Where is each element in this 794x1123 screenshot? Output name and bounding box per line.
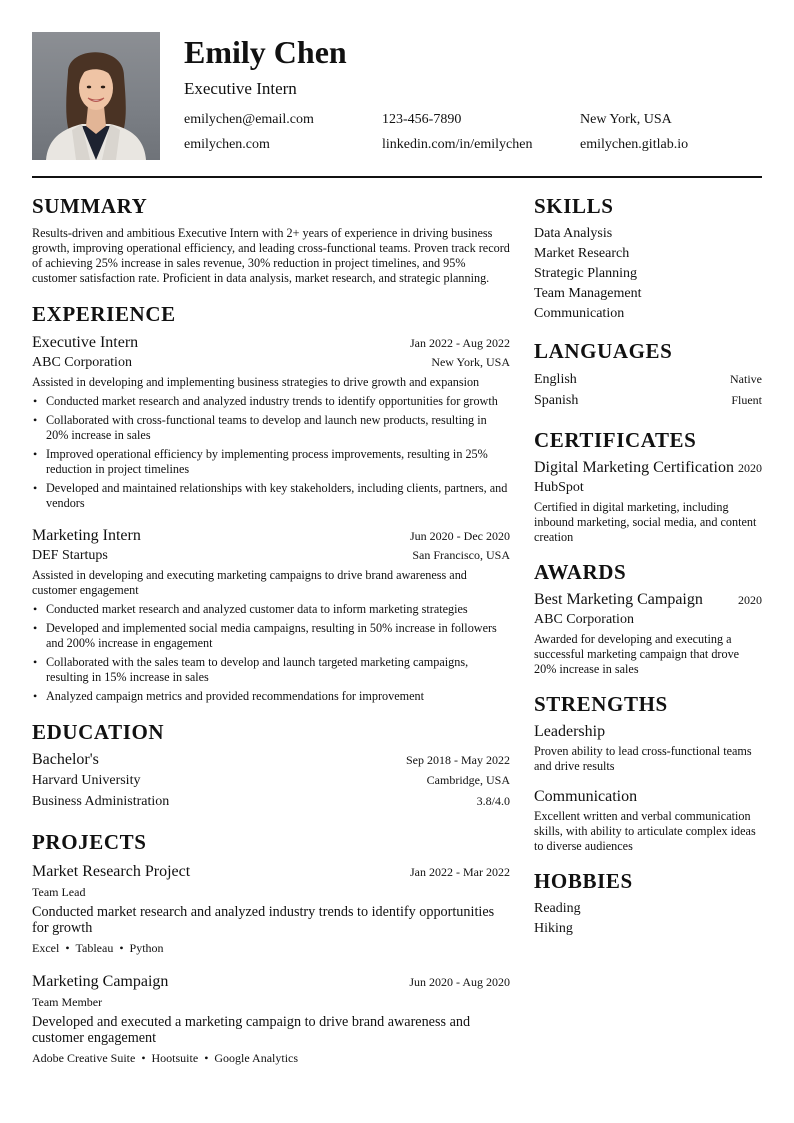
candidate-name: Emily Chen: [184, 34, 347, 70]
hobbies-list: [534, 899, 762, 939]
project-name: Marketing Campaign: [32, 973, 169, 990]
resume-header: [32, 32, 762, 160]
language-name: Spanish: [534, 393, 579, 408]
languages-title: LANGUAGES: [534, 339, 673, 363]
certificate-name: Digital Marketing Certification: [534, 459, 734, 476]
summary-title: SUMMARY: [32, 194, 148, 218]
project-tool: Google Analytics: [214, 1051, 299, 1065]
project-tool: Tableau: [75, 941, 114, 955]
project-tools: Adobe Creative Suite • Hootsuite • Google Analytics: [32, 1051, 299, 1065]
certificate-description: Certified in digital marketing, including inbound marketing, social media, and content creation: [534, 500, 757, 544]
skill-item: Data Analysis: [534, 226, 613, 241]
job-position: Executive Intern: [32, 334, 139, 351]
project-role: Team Lead: [32, 885, 86, 899]
languages-section: [534, 339, 762, 411]
strength-entry: [534, 787, 762, 854]
education-gpa: 3.8/4.0: [476, 794, 510, 808]
summary-section: [32, 194, 510, 286]
job-bullets: [32, 394, 510, 511]
skill-item: Market Research: [534, 246, 630, 261]
job-company: DEF Startups: [32, 548, 108, 563]
certificate-issuer: HubSpot: [534, 480, 584, 495]
projects-section: [32, 830, 510, 1066]
job-description: Assisted in developing and implementing business strategies to drive growth and expansion: [32, 375, 480, 389]
job-dates: Jun 2020 - Dec 2020: [410, 529, 510, 543]
certificate-entry: [534, 458, 762, 545]
strength-name: Communication: [534, 788, 638, 805]
contact-grid: [184, 110, 762, 154]
job-location: New York, USA: [431, 355, 510, 369]
strength-description: Proven ability to lead cross-functional teams and drive results: [534, 744, 752, 773]
awards-title: AWARDS: [534, 560, 627, 584]
language-item: [534, 369, 762, 390]
job-bullet: • Conducted market research and analyzed customer data to inform marketing strategies: [32, 602, 510, 617]
project-tool: Excel: [32, 941, 60, 955]
job-location: San Francisco, USA: [412, 548, 510, 562]
profile-photo: [32, 32, 160, 160]
education-entry: [32, 750, 510, 812]
skills-list: [534, 224, 762, 324]
project-dates: Jun 2020 - Aug 2020: [409, 975, 510, 989]
job-company: ABC Corporation: [32, 355, 132, 370]
contact-linkedin[interactable]: linkedin.com/in/emilychen: [382, 137, 533, 152]
summary-text: Results-driven and ambitious Executive Intern with 2+ years of experience in driving business growth, improving operational efficiency, and leading cross-functional teams. Proven track record of achieving 25% increase in sales revenue, 30% reduction in project timelines, and 95% customer satisfaction rate. Proficient in data analysis, market research, and strategic planning.: [32, 226, 510, 285]
job-entry: [32, 526, 510, 704]
certificates-title: CERTIFICATES: [534, 428, 697, 452]
award-year: 2020: [738, 593, 762, 607]
hobbies-title: HOBBIES: [534, 869, 633, 893]
strength-name: Leadership: [534, 723, 606, 740]
language-item: [534, 390, 762, 411]
skill-item: Communication: [534, 306, 625, 321]
job-bullet: • Collaborated with cross-functional teams to develop and launch new products, resulting in 20% increase in sales: [32, 413, 510, 443]
job-bullet: • Collaborated with the sales team to develop and launch targeted marketing campaigns, resulting in 15% increase in sales: [32, 655, 510, 685]
strengths-section: [534, 692, 762, 854]
award-entry: [534, 590, 762, 677]
strength-entry: [534, 722, 762, 774]
projects-title: PROJECTS: [32, 830, 147, 854]
experience-title: EXPERIENCE: [32, 302, 176, 326]
project-description: Conducted market research and analyzed industry trends to identify opportunities for growth: [32, 904, 495, 936]
contact-website[interactable]: emilychen.com: [184, 137, 270, 152]
project-role: Team Member: [32, 995, 103, 1009]
contact-email[interactable]: emilychen@email.com: [184, 112, 314, 127]
experience-section: [32, 302, 510, 704]
education-field: Business Administration: [32, 794, 170, 809]
contact-phone[interactable]: 123-456-7890: [382, 112, 462, 127]
contact-gitlab[interactable]: emilychen.gitlab.io: [580, 137, 689, 152]
project-dates: Jan 2022 - Mar 2022: [410, 865, 510, 879]
resume-page: [32, 32, 762, 1065]
education-school: Harvard University: [32, 773, 141, 788]
hobbies-section: [534, 869, 762, 939]
education-dates: Sep 2018 - May 2022: [406, 753, 510, 767]
language-name: English: [534, 372, 577, 387]
project-entry: [32, 972, 510, 1066]
certificates-section: [534, 428, 762, 545]
project-name: Market Research Project: [32, 863, 191, 880]
contact-location: New York, USA: [580, 112, 672, 127]
education-degree: Bachelor's: [32, 751, 99, 768]
skill-item: Strategic Planning: [534, 266, 638, 281]
education-title: EDUCATION: [32, 720, 165, 744]
education-section: [32, 720, 510, 812]
award-issuer: ABC Corporation: [534, 612, 634, 627]
award-name: Best Marketing Campaign: [534, 591, 703, 608]
certificate-year: 2020: [738, 461, 762, 475]
hobby-item: Hiking: [534, 921, 573, 936]
side-column: [534, 194, 762, 939]
job-bullet: • Analyzed campaign metrics and provided recommendations for improvement: [32, 689, 510, 704]
job-bullet: • Improved operational efficiency by implementing process improvements, resulting in 25% reduction in project timelines: [32, 447, 510, 477]
education-location: Cambridge, USA: [426, 773, 510, 787]
language-level: Native: [730, 372, 762, 386]
job-position: Marketing Intern: [32, 527, 141, 544]
main-column: [32, 194, 510, 1066]
job-bullet: • Conducted market research and analyzed industry trends to identify opportunities for growth: [32, 394, 510, 409]
profile-photo-illustration: [32, 32, 160, 160]
awards-section: [534, 560, 762, 677]
strengths-title: STRENGTHS: [534, 692, 668, 716]
skills-section: [534, 194, 762, 324]
job-dates: Jan 2022 - Aug 2022: [410, 336, 510, 350]
skills-title: SKILLS: [534, 194, 614, 218]
job-bullets: [32, 602, 510, 704]
job-bullet: • Developed and maintained relationships with key stakeholders, including clients, partners, and vendors: [32, 481, 510, 511]
job-bullet: • Developed and implemented social media campaigns, resulting in 50% increase in followers and 200% increase in engagement: [32, 621, 510, 651]
project-tool: Python: [129, 941, 164, 955]
candidate-role: Executive Intern: [184, 79, 297, 98]
project-description: Developed and executed a marketing campaign to drive brand awareness and customer engagement: [32, 1014, 471, 1046]
project-entry: [32, 862, 510, 956]
project-tools: Excel • Tableau • Python: [32, 941, 164, 955]
project-tool: Hootsuite: [151, 1051, 199, 1065]
job-entry: [32, 333, 510, 511]
strength-description: Excellent written and verbal communication skills, with ability to articulate complex ideas to diverse audiences: [534, 809, 756, 853]
project-tool: Adobe Creative Suite: [32, 1051, 136, 1065]
languages-list: [534, 369, 762, 411]
award-description: Awarded for developing and executing a successful marketing campaign that drove 20% increase in sales: [534, 632, 740, 676]
skill-item: Team Management: [534, 286, 642, 301]
job-description: Assisted in developing and executing marketing campaigns to drive brand awareness and customer engagement: [32, 568, 467, 597]
language-level: Fluent: [731, 393, 762, 407]
header-divider: [32, 176, 762, 178]
hobby-item: Reading: [534, 901, 581, 916]
